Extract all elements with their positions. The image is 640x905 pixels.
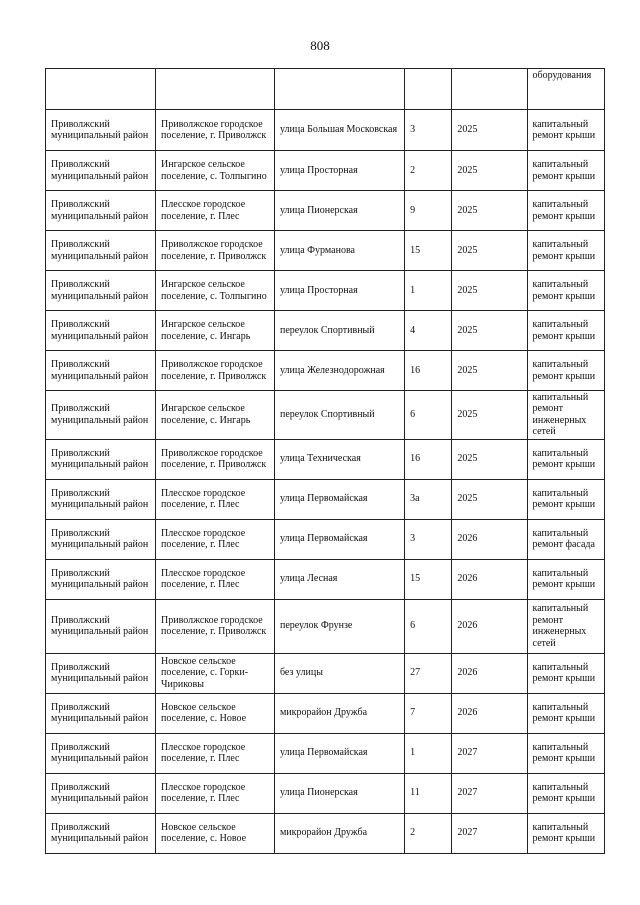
street-cell: улица Первомайская: [274, 733, 404, 773]
settlement-cell: Плесское городское поселение, г. Плес: [156, 191, 275, 231]
district-cell: Приволжский муниципальный район: [46, 479, 156, 519]
district-cell: Приволжский муниципальный район: [46, 231, 156, 271]
work-type-cell: капитальный ремонт инженерных сетей: [527, 391, 604, 440]
work-type-cell: капитальный ремонт крыши: [527, 351, 604, 391]
work-type-cell: капитальный ремонт крыши: [527, 231, 604, 271]
table-row: [46, 439, 605, 479]
district-cell: Приволжский муниципальный район: [46, 559, 156, 599]
work-type-cell: капитальный ремонт фасада: [527, 519, 604, 559]
year-cell: 2025: [452, 351, 527, 391]
district-cell: Приволжский муниципальный район: [46, 773, 156, 813]
table-row: [46, 733, 605, 773]
year-cell: 2026: [452, 653, 527, 693]
table-row: [46, 151, 605, 191]
settlement-cell: Новское сельское поселение, с. Горки-Чириковы: [156, 653, 275, 693]
table-row: [46, 479, 605, 519]
table-row-continued: [46, 69, 605, 110]
district-cell: Приволжский муниципальный район: [46, 151, 156, 191]
street-cell: улица Техническая: [274, 439, 404, 479]
table-row: [46, 559, 605, 599]
house-cell: 7: [405, 693, 452, 733]
settlement-cell: Ингарское сельское поселение, с. Толпыгино: [156, 151, 275, 191]
table-row: [46, 231, 605, 271]
table-row: [46, 110, 605, 151]
settlement-cell: Ингарское сельское поселение, с. Толпыгино: [156, 271, 275, 311]
settlement-cell: Ингарское сельское поселение, с. Ингарь: [156, 391, 275, 440]
house-cell: 3а: [405, 479, 452, 519]
year-cell: [452, 69, 527, 110]
settlement-cell: Новское сельское поселение, с. Новое: [156, 813, 275, 853]
district-cell: Приволжский муниципальный район: [46, 519, 156, 559]
year-cell: 2027: [452, 813, 527, 853]
district-cell: Приволжский муниципальный район: [46, 191, 156, 231]
district-cell: Приволжский муниципальный район: [46, 271, 156, 311]
table-row: [46, 693, 605, 733]
work-type-cell: капитальный ремонт крыши: [527, 311, 604, 351]
settlement-cell: Плесское городское поселение, г. Плес: [156, 519, 275, 559]
house-cell: 6: [405, 391, 452, 440]
settlement-cell: Приволжское городское поселение, г. Приволжск: [156, 599, 275, 653]
house-cell: 16: [405, 439, 452, 479]
year-cell: 2026: [452, 519, 527, 559]
street-cell: переулок Фрунзе: [274, 599, 404, 653]
house-cell: 1: [405, 733, 452, 773]
year-cell: 2025: [452, 191, 527, 231]
year-cell: 2025: [452, 151, 527, 191]
district-cell: Приволжский муниципальный район: [46, 110, 156, 151]
street-cell: переулок Спортивный: [274, 391, 404, 440]
year-cell: 2025: [452, 231, 527, 271]
street-cell: улица Просторная: [274, 151, 404, 191]
district-cell: Приволжский муниципальный район: [46, 693, 156, 733]
settlement-cell: Приволжское городское поселение, г. Приволжск: [156, 351, 275, 391]
table-row: [46, 813, 605, 853]
district-cell: Приволжский муниципальный район: [46, 813, 156, 853]
table-row: [46, 519, 605, 559]
table-row: [46, 271, 605, 311]
table-row: [46, 773, 605, 813]
settlement-cell: Новское сельское поселение, с. Новое: [156, 693, 275, 733]
settlement-cell: Плесское городское поселение, г. Плес: [156, 773, 275, 813]
year-cell: 2025: [452, 439, 527, 479]
table-row: [46, 351, 605, 391]
district-cell: Приволжский муниципальный район: [46, 653, 156, 693]
house-cell: 9: [405, 191, 452, 231]
street-cell: улица Лесная: [274, 559, 404, 599]
house-cell: 2: [405, 151, 452, 191]
work-type-cell: капитальный ремонт крыши: [527, 813, 604, 853]
house-cell: 2: [405, 813, 452, 853]
work-type-cell: капитальный ремонт крыши: [527, 110, 604, 151]
settlement-cell: Плесское городское поселение, г. Плес: [156, 733, 275, 773]
street-cell: улица Фурманова: [274, 231, 404, 271]
work-type-cell: оборудования: [527, 69, 604, 110]
street-cell: улица Пионерская: [274, 773, 404, 813]
work-type-cell: капитальный ремонт крыши: [527, 693, 604, 733]
year-cell: 2025: [452, 479, 527, 519]
work-type-cell: капитальный ремонт крыши: [527, 773, 604, 813]
street-cell: улица Большая Московская: [274, 110, 404, 151]
table-row: [46, 599, 605, 653]
year-cell: 2026: [452, 599, 527, 653]
work-type-cell: капитальный ремонт крыши: [527, 479, 604, 519]
district-cell: Приволжский муниципальный район: [46, 599, 156, 653]
district-cell: Приволжский муниципальный район: [46, 311, 156, 351]
settlement-cell: Ингарское сельское поселение, с. Ингарь: [156, 311, 275, 351]
work-type-cell: капитальный ремонт инженерных сетей: [527, 599, 604, 653]
house-cell: 27: [405, 653, 452, 693]
street-cell: микрорайон Дружба: [274, 813, 404, 853]
street-cell: переулок Спортивный: [274, 311, 404, 351]
work-type-cell: капитальный ремонт крыши: [527, 439, 604, 479]
year-cell: 2026: [452, 693, 527, 733]
street-cell: микрорайон Дружба: [274, 693, 404, 733]
work-type-cell: капитальный ремонт крыши: [527, 271, 604, 311]
house-cell: 3: [405, 110, 452, 151]
street-cell: улица Первомайская: [274, 519, 404, 559]
district-cell: Приволжский муниципальный район: [46, 391, 156, 440]
work-type-cell: капитальный ремонт крыши: [527, 151, 604, 191]
year-cell: 2027: [452, 733, 527, 773]
work-type-cell: капитальный ремонт крыши: [527, 559, 604, 599]
street-cell: улица Железнодорожная: [274, 351, 404, 391]
year-cell: 2025: [452, 391, 527, 440]
settlement-cell: Приволжское городское поселение, г. Приволжск: [156, 439, 275, 479]
house-cell: 3: [405, 519, 452, 559]
house-cell: 4: [405, 311, 452, 351]
street-cell: улица Просторная: [274, 271, 404, 311]
work-type-cell: капитальный ремонт крыши: [527, 653, 604, 693]
table-row: [46, 311, 605, 351]
street-cell: улица Пионерская: [274, 191, 404, 231]
repair-program-table: [45, 68, 605, 854]
table-row: [46, 391, 605, 440]
table-body: [46, 69, 605, 854]
house-cell: 15: [405, 231, 452, 271]
street-cell: улица Первомайская: [274, 479, 404, 519]
house-cell: [405, 69, 452, 110]
year-cell: 2026: [452, 559, 527, 599]
settlement-cell: [156, 69, 275, 110]
district-cell: Приволжский муниципальный район: [46, 351, 156, 391]
district-cell: Приволжский муниципальный район: [46, 439, 156, 479]
house-cell: 11: [405, 773, 452, 813]
district-cell: Приволжский муниципальный район: [46, 733, 156, 773]
year-cell: 2025: [452, 110, 527, 151]
work-type-cell: капитальный ремонт крыши: [527, 191, 604, 231]
house-cell: 6: [405, 599, 452, 653]
year-cell: 2025: [452, 311, 527, 351]
street-cell: без улицы: [274, 653, 404, 693]
settlement-cell: Приволжское городское поселение, г. Приволжск: [156, 110, 275, 151]
settlement-cell: Плесское городское поселение, г. Плес: [156, 479, 275, 519]
table-row: [46, 653, 605, 693]
house-cell: 1: [405, 271, 452, 311]
year-cell: 2027: [452, 773, 527, 813]
house-cell: 15: [405, 559, 452, 599]
year-cell: 2025: [452, 271, 527, 311]
work-type-cell: капитальный ремонт крыши: [527, 733, 604, 773]
settlement-cell: Приволжское городское поселение, г. Приволжск: [156, 231, 275, 271]
district-cell: [46, 69, 156, 110]
table-row: [46, 191, 605, 231]
street-cell: [274, 69, 404, 110]
house-cell: 16: [405, 351, 452, 391]
page-number: 808: [310, 38, 330, 53]
settlement-cell: Плесское городское поселение, г. Плес: [156, 559, 275, 599]
